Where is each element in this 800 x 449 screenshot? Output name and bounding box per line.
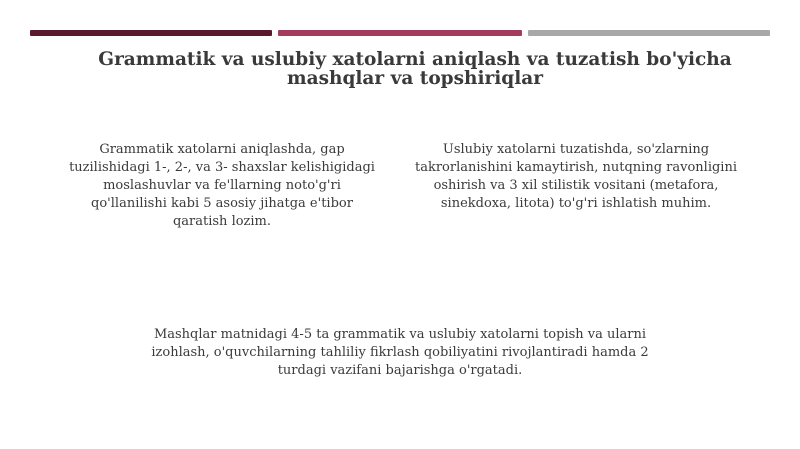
right-paragraph: Uslubiy xatolarni tuzatishda, so'zlarning takrorlanishini kamaytirish, nutqning ravonligini oshirish va 3 xil stilistik vositani (metafora, sinekdoxa, litota) to'g'ri ishlatish muhim. bbox=[414, 142, 737, 211]
header-accent-bar-1 bbox=[30, 30, 272, 36]
header-accent-bar-2 bbox=[278, 30, 522, 36]
left-paragraph: Grammatik xatolarni aniqlashda, gap tuzilishidagi 1-, 2-, va 3- shaxslar kelishigidagi moslashuvlar va fe'llarning noto'g'ri qo'llanilishi kabi 5 asosiy jihatga e'tibor qaratish lozim. bbox=[69, 142, 375, 229]
bottom-paragraph: Mashqlar matnidagi 4-5 ta grammatik va uslubiy xatolarni topish va ularni izohlash, o'quvchilarning tahliliy fikrlash qobiliyatini rivojlantiradi hamda 2 turdagi vazifani bajarishga o'rgatadi. bbox=[151, 327, 649, 378]
slide-title: Grammatik va uslubiy xatolarni aniqlash va tuzatish bo'yicha mashqlar va topshiriqlar bbox=[98, 49, 732, 89]
header-accent-bar-3 bbox=[528, 30, 770, 36]
